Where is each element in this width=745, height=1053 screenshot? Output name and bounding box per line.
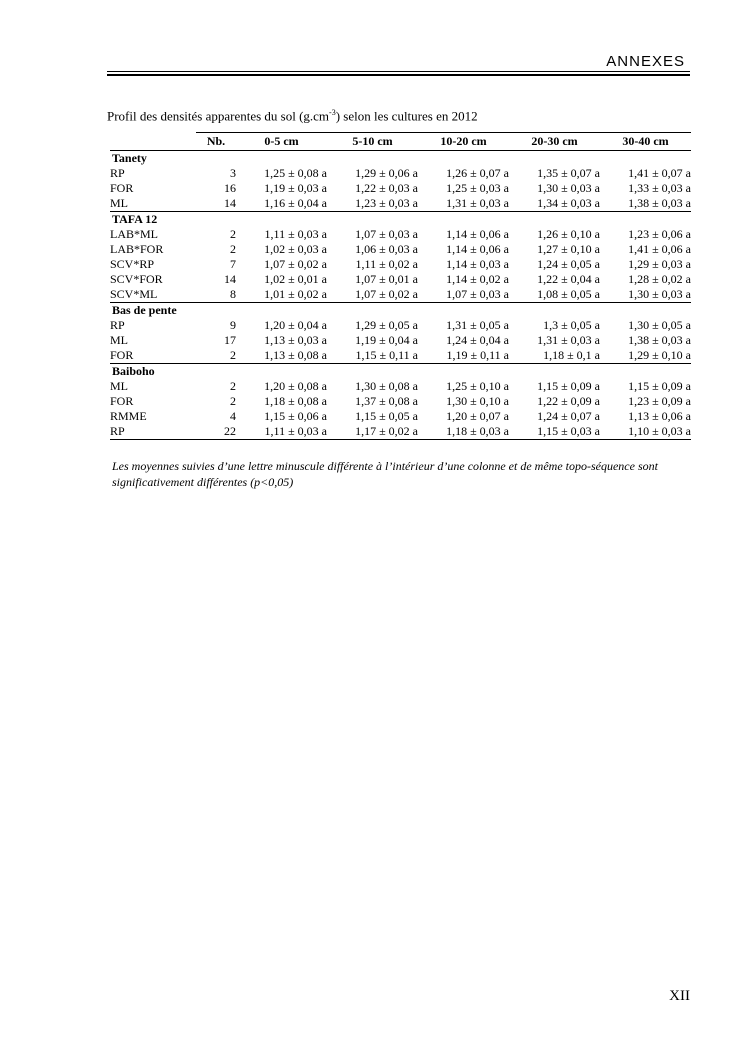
table-cell: 1,22 ± 0,03 a [355, 181, 418, 195]
row-label: RP [110, 318, 125, 332]
row-count: 16 [224, 181, 236, 195]
row-count: 3 [230, 166, 236, 180]
group-name: TAFA 12 [110, 212, 691, 228]
table-row [110, 166, 691, 181]
caption-text-end: ) selon les cultures en 2012 [335, 108, 478, 124]
caption-text-start: Profil des densités apparentes du sol (g.cm [107, 108, 330, 124]
column-header-20-30: 20-30 cm [509, 133, 600, 151]
table-cell: 1,37 ± 0,08 a [355, 394, 418, 408]
group-row [110, 212, 691, 228]
row-label: FOR [110, 394, 134, 408]
row-label: RP [110, 166, 125, 180]
table-cell: 1,02 ± 0,01 a [264, 272, 327, 286]
table-cell: 1,23 ± 0,09 a [628, 394, 691, 408]
table-cell: 1,14 ± 0,02 a [446, 272, 509, 286]
table-cell: 1,14 ± 0,06 a [446, 227, 509, 241]
table-cell: 1,16 ± 0,04 a [264, 196, 327, 210]
row-label: SCV*RP [110, 257, 155, 271]
row-count: 22 [196, 424, 236, 440]
table-cell: 1,19 ± 0,04 a [355, 333, 418, 347]
table-cell: 1,19 ± 0,03 a [264, 181, 327, 195]
group-name: Baiboho [110, 364, 691, 380]
table-cell: 1,23 ± 0,03 a [355, 196, 418, 210]
table-cell: 1,24 ± 0,05 a [537, 257, 600, 271]
group-row [110, 364, 691, 380]
table-cell: 1,24 ± 0,04 a [446, 333, 509, 347]
table-cell: 1,14 ± 0,06 a [446, 242, 509, 256]
density-table [110, 132, 691, 440]
table-row [110, 394, 691, 409]
table-cell: 1,38 ± 0,03 a [628, 196, 691, 210]
row-count: 14 [224, 196, 236, 210]
table-cell: 1,13 ± 0,08 a [264, 348, 327, 362]
table-cell: 1,11 ± 0,03 a [264, 227, 327, 241]
table-cell: 1,15 ± 0,11 a [355, 348, 418, 362]
table-cell: 1,25 ± 0,08 a [264, 166, 327, 180]
table-cell: 1,20 ± 0,04 a [264, 318, 327, 332]
table-cell: 1,01 ± 0,02 a [264, 287, 327, 301]
table-cell: 1,29 ± 0,05 a [355, 318, 418, 332]
table-cell: 1,20 ± 0,08 a [264, 379, 327, 393]
group-name: Tanety [112, 151, 147, 165]
table-cell: 1,25 ± 0,03 a [446, 181, 509, 195]
table-cell: 1,33 ± 0,03 a [628, 181, 691, 195]
table-cell: 1,17 ± 0,02 a [327, 424, 418, 440]
table-cell: 1,41 ± 0,06 a [628, 242, 691, 256]
table-row [110, 242, 691, 257]
table-cell: 1,22 ± 0,09 a [537, 394, 600, 408]
table-cell: 1,38 ± 0,03 a [628, 333, 691, 347]
table-row [110, 227, 691, 242]
row-label: SCV*ML [110, 287, 158, 301]
header-rule-thin [107, 71, 690, 72]
table-cell: 1,26 ± 0,10 a [537, 227, 600, 241]
row-label: RMME [110, 409, 147, 423]
table-row [110, 348, 691, 364]
table-cell: 1,35 ± 0,07 a [537, 166, 600, 180]
table-cell: 1,10 ± 0,03 a [600, 424, 691, 440]
table-cell: 1,29 ± 0,10 a [628, 348, 691, 362]
table-cell: 1,34 ± 0,03 a [537, 196, 600, 210]
table-cell: 1,29 ± 0,06 a [355, 166, 418, 180]
row-label: FOR [110, 348, 134, 362]
table-cell: 1,23 ± 0,06 a [628, 227, 691, 241]
row-count: 9 [230, 318, 236, 332]
table-cell: 1,15 ± 0,09 a [628, 379, 691, 393]
table-cell: 1,15 ± 0,09 a [537, 379, 600, 393]
row-label: ML [110, 379, 128, 393]
column-header-nb: Nb. [196, 133, 236, 151]
table-row [110, 318, 691, 333]
table-cell: 1,07 ± 0,03 a [355, 227, 418, 241]
table-row [110, 424, 691, 440]
table-cell: 1,22 ± 0,04 a [537, 272, 600, 286]
table-cell: 1,28 ± 0,02 a [628, 272, 691, 286]
table-cell: 1,07 ± 0,02 a [355, 287, 418, 301]
table-cell: 1,3 ± 0,05 a [543, 318, 600, 332]
table-cell: 1,07 ± 0,03 a [446, 287, 509, 301]
row-label: FOR [110, 181, 134, 195]
table-row [110, 181, 691, 196]
table-cell: 1,18 ± 0,08 a [264, 394, 327, 408]
row-count: 4 [230, 409, 236, 423]
row-count: 17 [224, 333, 236, 347]
table-cell: 1,27 ± 0,10 a [537, 242, 600, 256]
table-cell: 1,20 ± 0,07 a [446, 409, 509, 423]
table-body [110, 151, 691, 440]
table-cell: 1,30 ± 0,10 a [446, 394, 509, 408]
table-cell: 1,19 ± 0,11 a [446, 348, 509, 362]
row-label: LAB*ML [110, 227, 158, 241]
table-cell: 1,07 ± 0,01 a [355, 272, 418, 286]
table-cell: 1,29 ± 0,03 a [628, 257, 691, 271]
table-cell: 1,15 ± 0,06 a [264, 409, 327, 423]
table-cell: 1,06 ± 0,03 a [355, 242, 418, 256]
row-count: 2 [230, 379, 236, 393]
table-caption [107, 108, 478, 124]
row-label: ML [110, 333, 128, 347]
table-row [110, 272, 691, 287]
table-row [110, 333, 691, 348]
table-cell: 1,02 ± 0,03 a [264, 242, 327, 256]
table-row [110, 196, 691, 212]
table-cell: 1,31 ± 0,03 a [537, 333, 600, 347]
table-cell: 1,13 ± 0,03 a [264, 333, 327, 347]
group-name: Bas de pente [110, 303, 691, 319]
table-cell: 1,18 ± 0,03 a [418, 424, 509, 440]
table-cell: 1,41 ± 0,07 a [628, 166, 691, 180]
table-row [110, 257, 691, 272]
table-cell: 1,31 ± 0,03 a [446, 196, 509, 210]
row-label: LAB*FOR [110, 242, 164, 256]
table-row [110, 379, 691, 394]
table-cell: 1,26 ± 0,07 a [446, 166, 509, 180]
row-count: 7 [230, 257, 236, 271]
table-cell: 1,13 ± 0,06 a [628, 409, 691, 423]
column-header-5-10: 5-10 cm [327, 133, 418, 151]
table-footnote: Les moyennes suivies d’une lettre minuscule différente à l’intérieur d’une colonne et de même topo-séquence sont significativement différentes (p<0,05) [112, 459, 658, 489]
table-cell: 1,15 ± 0,03 a [509, 424, 600, 440]
header-rule-thick [107, 74, 690, 76]
table-cell: 1,30 ± 0,08 a [355, 379, 418, 393]
table-cell: 1,31 ± 0,05 a [446, 318, 509, 332]
row-count: 2 [230, 394, 236, 408]
table-cell: 1,15 ± 0,05 a [355, 409, 418, 423]
column-header-30-40: 30-40 cm [600, 133, 691, 151]
table-cell: 1,24 ± 0,07 a [537, 409, 600, 423]
row-count: 8 [230, 287, 236, 301]
page-number: XII [669, 988, 690, 1004]
row-label: RP [110, 424, 196, 440]
table-cell: 1,30 ± 0,05 a [628, 318, 691, 332]
table-row [110, 409, 691, 424]
group-row [110, 151, 691, 167]
row-count: 2 [230, 227, 236, 241]
column-header-10-20: 10-20 cm [418, 133, 509, 151]
column-header-label [110, 133, 196, 151]
row-label: SCV*FOR [110, 272, 163, 286]
table-cell: 1,08 ± 0,05 a [537, 287, 600, 301]
table-cell: 1,11 ± 0,02 a [355, 257, 418, 271]
table-cell: 1,25 ± 0,10 a [446, 379, 509, 393]
table-cell: 1,07 ± 0,02 a [264, 257, 327, 271]
row-label: ML [110, 196, 128, 210]
table-cell: 1,14 ± 0,03 a [446, 257, 509, 271]
table-cell: 1,18 ± 0,1 a [543, 348, 600, 362]
section-header: ANNEXES [606, 53, 685, 70]
table-cell: 1,11 ± 0,03 a [236, 424, 327, 440]
row-count: 14 [224, 272, 236, 286]
table-header-row [110, 133, 691, 151]
table-cell: 1,30 ± 0,03 a [537, 181, 600, 195]
row-count: 2 [230, 242, 236, 256]
table-row [110, 287, 691, 303]
row-count: 2 [230, 348, 236, 362]
column-header-0-5: 0-5 cm [236, 133, 327, 151]
table-cell: 1,30 ± 0,03 a [628, 287, 691, 301]
caption-superscript: -3 [329, 108, 336, 117]
group-row [110, 303, 691, 319]
